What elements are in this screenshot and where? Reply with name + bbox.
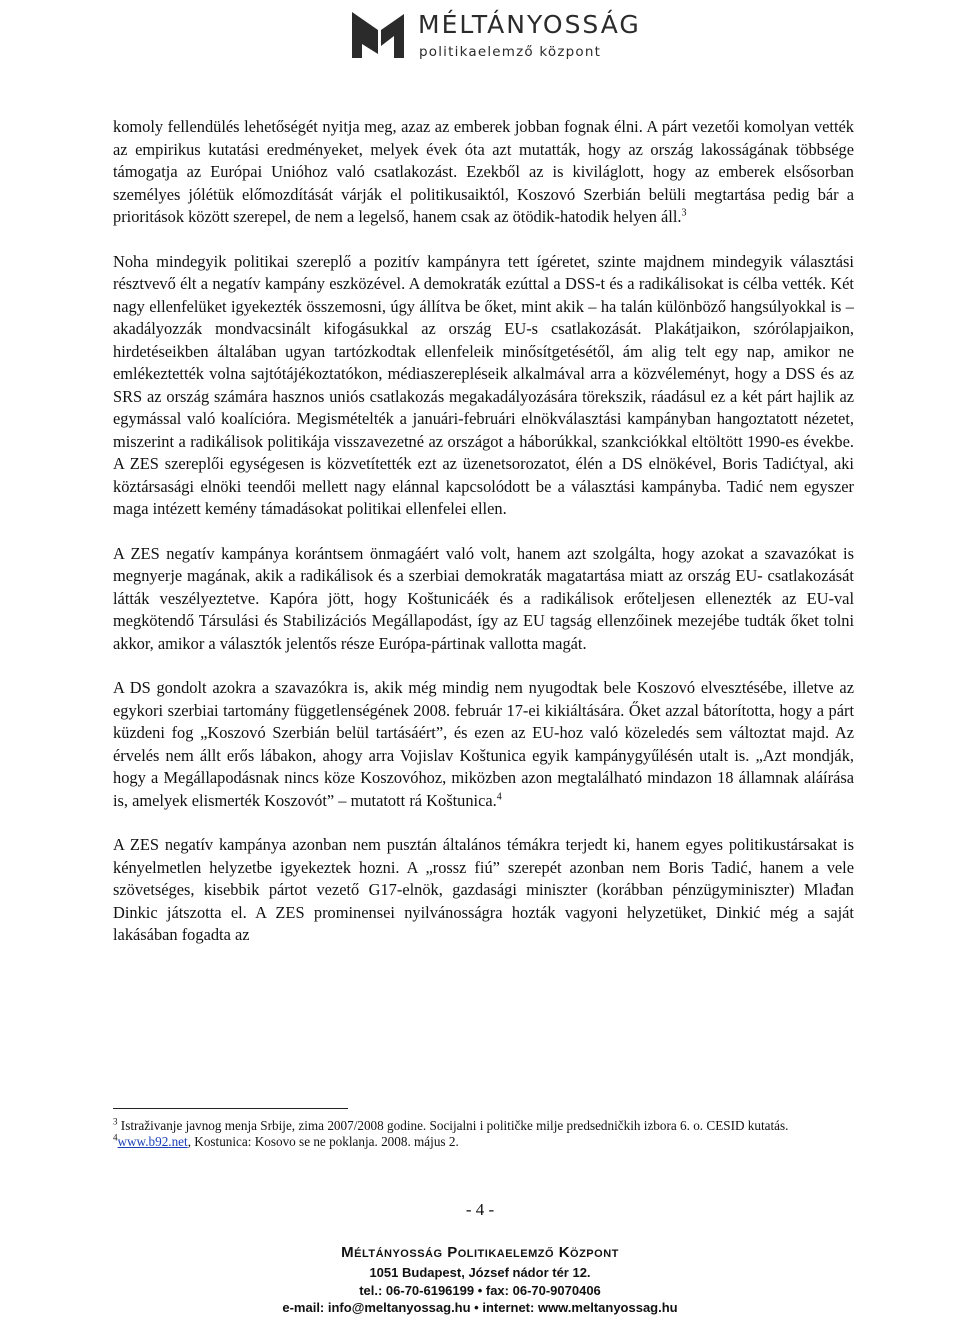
brand-subtitle: politikaelemző központ <box>419 44 602 60</box>
paragraph-text: A ZES negatív kampánya azonban nem pusztán általános témákra terjedt ki, hanem egyes politikustársakat is kényelmetlen helyzetbe igyekeztek hozni. A „rossz fiú” szerepét azonban nem Boris Tadić, hanem a vele szövetséges, kisebbik pártot vezető G17-elnök, gazdasági miniszter (korábban pénzügyminiszter) Mlađan Dinkic játszotta el. A ZES prominensei nyilvánosságra hozták vagyoni helyzetüket, Dinkić még a saját lakásában fogadta az <box>113 835 854 944</box>
footnote-number: 4 <box>113 1132 118 1143</box>
footnote-divider <box>113 1108 348 1109</box>
footer-phone: tel.: 06-70-6196199 • fax: 06-70-9070406 <box>359 1282 601 1298</box>
footnotes <box>113 1118 854 1150</box>
header <box>348 6 668 62</box>
paragraph-text: A DS gondolt azokra a szavazókra is, akik még mindig nem nyugodtak bele Koszovó elvesztésébe, illetve az egykori szerbiai tartomány függetlenségének 2008. február 17-ei kikiáltására. Őket azzal bátorította, hogy a párt küzdeni fog „Koszovó Szerbián belül tartásáért”, és ezen az EU-hoz való közeledés sem változtat majd. Az érvelés nem állt erős lábakon, ahogy arra Vojislav Koštunica egyik kampánygyűlésén utalt is. „Azt mondják, hogy a Megállapodásnak nincs köze Koszovóhoz, miközben azon megtalálható mindazon 18 államnak aláírása is, amelyek elismerték Koszovót” – mutatott rá Koštunica. <box>113 678 854 810</box>
m-logo-icon <box>348 6 406 60</box>
footnote-3 <box>113 1118 854 1134</box>
paragraph-3 <box>113 543 854 656</box>
footnote-4 <box>113 1134 854 1150</box>
footer-address: 1051 Budapest, József nádor tér 12. <box>369 1265 591 1280</box>
paragraph-text: komoly fellendülés lehetőségét nyitja meg, azaz az emberek jobban fognak élni. A párt vezetői komolyan vették az empirikus kutatási eredményeket, melyek évek óta azt mutatták, hogy az ország lakosságának többsége támogatja az Európai Unióhoz való csatlakozást. Ezekből az is kiviláglott, hogy az emberek elsősorban személyes jólétük előmozdítását várják el politikusaiktól, Koszovó Szerbián belüli megtartása pedig bár a prioritások között szerepel, de nem a legelső, hanem csak az ötödik-hatodik helyen áll. <box>113 117 854 226</box>
page-number: - 4 - <box>465 1200 495 1219</box>
paragraph-text: Noha mindegyik politikai szereplő a pozitív kampányra tett ígéretet, szinte majdnem mindegyik választási résztvevő élt a negatív kampány eszközével. A demokraták ezúttal a DSS-t és a radikálisokat is célba vették. Két nagy ellenfelüket igyekezték összemosni, úgy állítva be őket, mint akik – ha talán különböző hangsúlyokkal is – akadályozzák mondvacsinált kifogásukkal az ország EU-s csatlakozását. Plakátjaikon, szórólapjaikon, hirdetéseikben általában ugyan tartózkodtak ellenfeleik minősítgetésétől, ám alig telt egy nap, amikor ne emlékeztették volna sajtótájékoztatókon, médiaszerepléseik alkalmával arra a közvéleményt, hogy a DSS és az SRS az ország számára hasznos uniós csatlakozás megakadályozására törekszik, ráadásul ez a két párt hajlik az egymással való koalícióra. Megismételték a januári-februári elnökválasztási kampányban hangoztatott nézetet, miszerint a radikálisok politikája visszavezetné az országot a háborúkkal, szankciókkal eltöltött 1990-es évekbe. A ZES szereplői egységesen is közvetítették ezt az üzenetsorozatot, élén a DS elnökével, Boris Tadićtyal, aki köztársasági elnöki teendői mellett nagy elánnal kapcsolódott be a választási kampányba. Tadić nem egyszer maga intézett kemény támadásokat politikai ellenfelei ellen. <box>113 251 854 518</box>
footnote-link[interactable]: www.b92.net <box>117 1134 188 1149</box>
footnote-text: Istraživanje javnog menja Srbije, zima 2007/2008 godine. Socijalni i političke milje predsedničkih izbora 6. o. CESID kutatás. <box>120 1118 789 1133</box>
paragraph-1 <box>113 116 854 229</box>
paragraph-text: A ZES negatív kampánya korántsem önmagáért való volt, hanem azt szolgálta, hogy azokat a szavazókat is megnyerje magának, akik a radikálisok és a szerbiai demokraták magatartása miatt az ország EU- csatlakozását látták veszélyeztetve. Kapóra jött, hogy Koštunicáék és a radikálisok erőteljesen ellenezték az EU-val megkötendő Társulási és Stabilizációs Megállapodást, így az EU tagság ellenzőinek mezejébe tudták őket tolni akkor, amikor a választók jelentős része Európa-pártinak vallotta magát. <box>113 543 854 653</box>
footer-contact: e-mail: info@meltanyossag.hu • internet: www.meltanyossag.hu <box>282 1300 678 1315</box>
paragraph-5 <box>113 834 854 947</box>
footer <box>0 1242 960 1317</box>
footnote-ref-3[interactable]: 3 <box>681 207 687 219</box>
paragraph-4 <box>113 677 854 812</box>
footnote-ref-4[interactable]: 4 <box>496 791 502 803</box>
document-body <box>113 116 854 969</box>
paragraph-2 <box>113 251 854 521</box>
footer-org: Méltányosság Politikaelemző Központ <box>341 1244 619 1261</box>
footnote-text: , Kostunica: Kosovo se ne poklanja. 2008. május 2. <box>187 1134 459 1149</box>
footnote-number: 3 <box>113 1116 118 1127</box>
brand-name: MÉLTÁNYOSSÁG <box>418 10 641 39</box>
